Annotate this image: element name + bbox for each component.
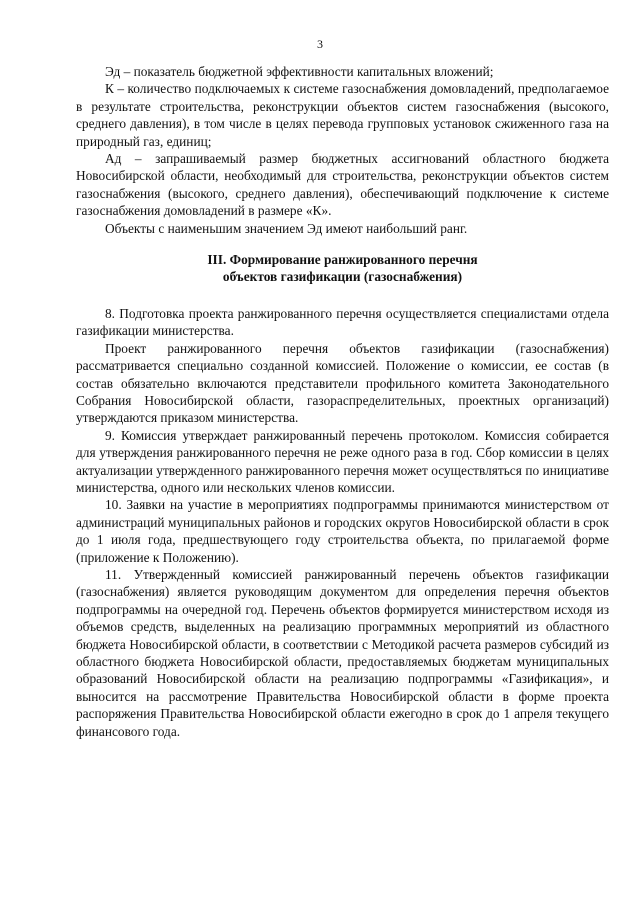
paragraph-rank-rule: Объекты с наименьшим значением Эд имеют наибольший ранг. [105,220,468,236]
paragraph-ad-definition: Ад – запрашиваемый размер бюджетных ассигнований областного бюджета Новосибирской области, необходимый для строительства, реконструкции объектов систем газоснабжения (высокого, среднего давления), обеспечивающий подключение к системе газоснабжения домовладений в размере «К». [76,151,609,219]
paragraph-commission: Проект ранжированного перечня объектов газификации (газоснабжения) рассматривается специально созданной комиссией. Положение о комиссии, ее состав (в состав обязательно включаются представители профильного комитета Законодательного Собрания Новосибирской области, газораспределительных, проектных организаций) утверждаются приказом министерства. [76,340,609,426]
paragraph-ed-definition: Эд – показатель бюджетной эффективности капитальных вложений; [105,64,494,79]
paragraph-item-9: 9. Комиссия утверждает ранжированный перечень протоколом. Комиссия собирается для утверждения ранжированного перечня не реже одного раза в год. Сбор комиссии в целях актуализации утвержденного ранжированного перечня может осуществляться по инициативе министерства, одного или нескольких членов комиссии. [76,427,609,495]
paragraph-item-8: 8. Подготовка проекта ранжированного перечня осуществляется специалистами отдела газификации министерства. [76,305,609,339]
document-body [76,63,609,740]
paragraph-k-definition: К – количество подключаемых к системе газоснабжения домовладений, предполагаемое в результате строительства, реконструкции объектов систем газоснабжения (высокого, среднего давления), в том числе в целях перевода групповых установок сжиженного газа на природный газ, единиц; [76,81,609,149]
page-number: 3 [317,37,323,51]
section-heading-line-2: объектов газификации (газоснабжения) [222,269,463,285]
section-heading-line-1: III. Формирование ранжированного перечня [207,252,478,268]
paragraph-item-11: 11. Утвержденный комиссией ранжированный перечень объектов газификации (газоснабжения) является руководящим документом для определения перечня объектов подпрограммы на очередной год. Перечень объектов формируется министерством исходя из объемов средств, выделенных на реализацию программных мероприятий из областного бюджета Новосибирской области, в соответствии с Методикой расчета размеров субсидий из областного бюджета Новосибирской области, предоставляемых бюджетам муниципальных образований Новосибирской области на реализацию подпрограммы «Газификация», и выносится на рассмотрение Правительства Новосибирской области в форме проекта распоряжения Правительства Новосибирской области ежегодно в срок до 1 апреля текущего финансового года. [76,566,609,739]
section-heading [76,251,609,286]
paragraph-item-10: 10. Заявки на участие в мероприятиях подпрограммы принимаются министерством от администраций муниципальных районов и городских округов Новосибирской области в срок до 1 июля года, предшествующего году строительства объекта, по прилагаемой форме (приложение к Положению). [76,497,609,565]
